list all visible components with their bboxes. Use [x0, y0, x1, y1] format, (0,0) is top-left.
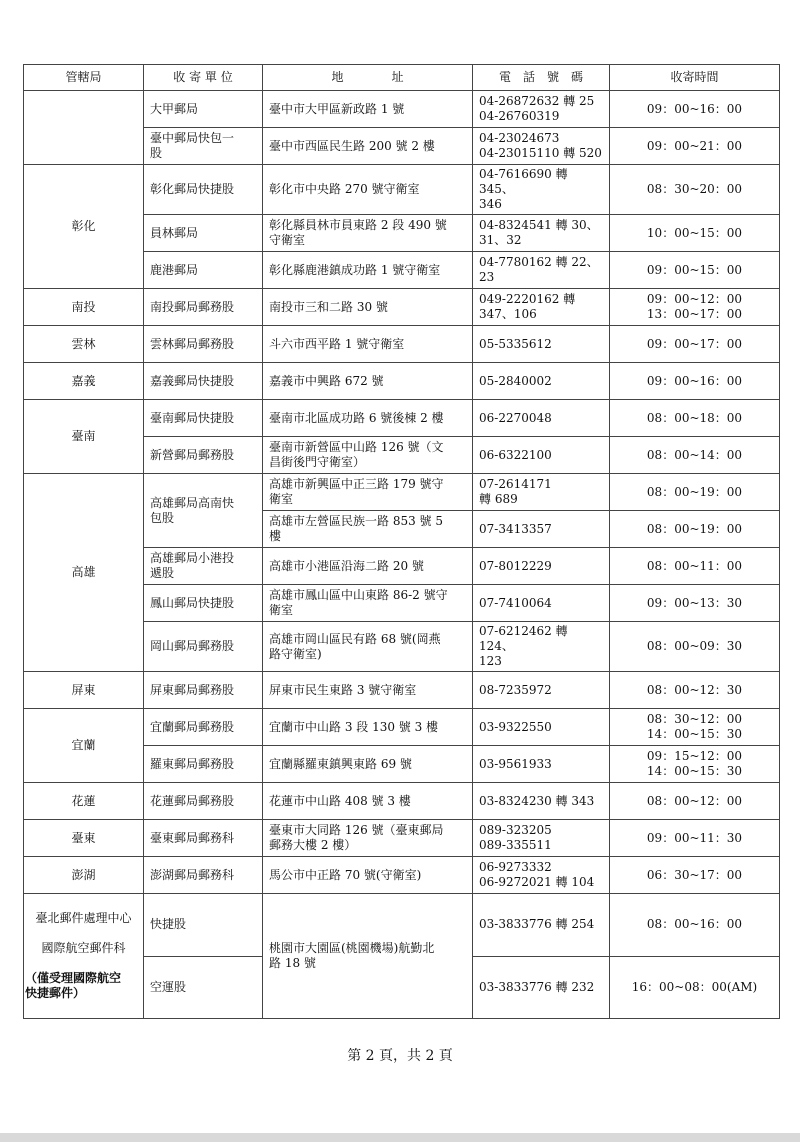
hours-cell: 06：30~17：00 — [610, 857, 780, 894]
table-row — [24, 363, 780, 400]
phone-cell: 06-2270048 — [473, 400, 610, 437]
unit-cell: 雲林郵局郵務股 — [144, 326, 263, 363]
phone-cell: 03-3833776 轉 232 — [473, 956, 610, 1019]
bureau-cell: 彰化 — [24, 165, 144, 289]
phone-cell: 04-23024673 04-23015110 轉 520 — [473, 128, 610, 165]
bureau-cell-taipei — [24, 894, 144, 1019]
hours-cell: 08：00~18：00 — [610, 400, 780, 437]
address-cell: 高雄市鳳山區中山東路 86-2 號守 衛室 — [263, 585, 473, 622]
bureau-cell: 澎湖 — [24, 857, 144, 894]
unit-cell: 臺中郵局快包一 股 — [144, 128, 263, 165]
unit-cell: 宜蘭郵局郵務股 — [144, 709, 263, 746]
hours-cell: 09：00~16：00 — [610, 91, 780, 128]
unit-cell: 鳳山郵局快捷股 — [144, 585, 263, 622]
phone-cell: 07-3413357 — [473, 511, 610, 548]
header-address: 地 址 — [263, 65, 473, 91]
address-cell: 臺南市新營區中山路 126 號（文 昌街後門守衛室） — [263, 437, 473, 474]
hours-cell: 09：00~11：30 — [610, 820, 780, 857]
hours-cell: 10：00~15：00 — [610, 215, 780, 252]
unit-cell: 嘉義郵局快捷股 — [144, 363, 263, 400]
bureau-name-line1: 臺北郵件處理中心 — [35, 911, 132, 925]
table-row — [24, 783, 780, 820]
address-cell: 彰化縣鹿港鎮成功路 1 號守衛室 — [263, 252, 473, 289]
hours-cell: 08：00~19：00 — [610, 511, 780, 548]
unit-cell: 澎湖郵局郵務科 — [144, 857, 263, 894]
hours-cell: 09：00~16：00 — [610, 363, 780, 400]
bureau-cell: 雲林 — [24, 326, 144, 363]
address-cell: 臺東市大同路 126 號（臺東郵局 郵務大樓 2 樓） — [263, 820, 473, 857]
phone-cell: 049-2220162 轉 347、106 — [473, 289, 610, 326]
table-row — [24, 91, 780, 128]
hours-cell: 09：00~13：30 — [610, 585, 780, 622]
bureau-cell: 嘉義 — [24, 363, 144, 400]
table-header-row — [24, 65, 780, 91]
unit-cell: 快捷股 — [144, 894, 263, 957]
unit-cell: 大甲郵局 — [144, 91, 263, 128]
address-cell: 高雄市新興區中正三路 179 號守 衛室 — [263, 474, 473, 511]
bureau-cell: 臺南 — [24, 400, 144, 474]
phone-cell: 06-9273332 06-9272021 轉 104 — [473, 857, 610, 894]
unit-cell: 高雄郵局高南快 包股 — [144, 474, 263, 548]
unit-cell: 南投郵局郵務股 — [144, 289, 263, 326]
phone-cell: 06-6322100 — [473, 437, 610, 474]
header-phone: 電 話 號 碼 — [473, 65, 610, 91]
hours-cell: 08：00~12：30 — [610, 672, 780, 709]
hours-cell: 08：00~11：00 — [610, 548, 780, 585]
mail-acceptance-table-wrapper — [23, 64, 779, 1019]
address-cell: 臺中市西區民生路 200 號 2 樓 — [263, 128, 473, 165]
address-cell: 屏東市民生東路 3 號守衛室 — [263, 672, 473, 709]
header-bureau: 管轄局 — [24, 65, 144, 91]
table-row — [24, 894, 780, 957]
hours-cell: 08：00~16：00 — [610, 894, 780, 957]
address-cell: 馬公市中正路 70 號(守衛室) — [263, 857, 473, 894]
bureau-cell: 南投 — [24, 289, 144, 326]
hours-cell: 09：00~15：00 — [610, 252, 780, 289]
hours-cell: 08：00~09：30 — [610, 622, 780, 672]
taipei-section — [24, 894, 780, 1019]
bureau-cell: 宜蘭 — [24, 709, 144, 783]
phone-cell: 05-2840002 — [473, 363, 610, 400]
unit-cell: 岡山郵局郵務股 — [144, 622, 263, 672]
table-row — [24, 857, 780, 894]
table-row — [24, 820, 780, 857]
phone-cell: 07-8012229 — [473, 548, 610, 585]
bottom-strip — [0, 1133, 800, 1142]
unit-cell: 屏東郵局郵務股 — [144, 672, 263, 709]
phone-cell: 07-6212462 轉 124、 123 — [473, 622, 610, 672]
unit-cell: 羅東郵局郵務股 — [144, 746, 263, 783]
unit-cell: 彰化郵局快捷股 — [144, 165, 263, 215]
hours-cell: 16：00~08：00(AM) — [610, 956, 780, 1019]
unit-cell: 員林郵局 — [144, 215, 263, 252]
address-cell: 桃園市大園區(桃園機場)航勤北 路 18 號 — [263, 894, 473, 1019]
bureau-cell: 臺東 — [24, 820, 144, 857]
bureau-cell — [24, 91, 144, 165]
phone-cell: 04-8324541 轉 30、 31、32 — [473, 215, 610, 252]
address-cell: 宜蘭縣羅東鎮興東路 69 號 — [263, 746, 473, 783]
hours-cell: 08：30~12：00 14：00~15：30 — [610, 709, 780, 746]
header-unit: 收 寄 單 位 — [144, 65, 263, 91]
address-cell: 彰化縣員林市員東路 2 段 490 號 守衛室 — [263, 215, 473, 252]
phone-cell: 03-9322550 — [473, 709, 610, 746]
bureau-name-line2: 國際航空郵件科 — [41, 941, 126, 955]
address-cell: 斗六市西平路 1 號守衛室 — [263, 326, 473, 363]
address-cell: 嘉義市中興路 672 號 — [263, 363, 473, 400]
hours-cell: 08：00~19：00 — [610, 474, 780, 511]
table-row — [24, 672, 780, 709]
phone-cell: 04-7780162 轉 22、23 — [473, 252, 610, 289]
hours-cell: 08：30~20：00 — [610, 165, 780, 215]
phone-cell: 07-7410064 — [473, 585, 610, 622]
address-cell: 高雄市岡山區民有路 68 號(岡燕 路守衛室) — [263, 622, 473, 672]
unit-cell: 臺南郵局快捷股 — [144, 400, 263, 437]
phone-cell: 07-2614171 轉 689 — [473, 474, 610, 511]
table-row — [24, 289, 780, 326]
hours-cell: 09：00~21：00 — [610, 128, 780, 165]
address-cell: 花蓮市中山路 408 號 3 樓 — [263, 783, 473, 820]
unit-cell: 空運股 — [144, 956, 263, 1019]
unit-cell: 臺東郵局郵務科 — [144, 820, 263, 857]
hours-cell: 09：15~12：00 14：00~15：30 — [610, 746, 780, 783]
phone-cell: 03-3833776 轉 254 — [473, 894, 610, 957]
page-number-footer: 第 2 頁，共 2 頁 — [347, 1048, 453, 1064]
phone-cell: 05-5335612 — [473, 326, 610, 363]
phone-cell: 08-7235972 — [473, 672, 610, 709]
unit-cell: 高雄郵局小港投 遞股 — [144, 548, 263, 585]
table-row — [24, 709, 780, 746]
address-cell: 南投市三和二路 30 號 — [263, 289, 473, 326]
unit-cell: 鹿港郵局 — [144, 252, 263, 289]
header-hours: 收寄時間 — [610, 65, 780, 91]
bureau-cell: 花蓮 — [24, 783, 144, 820]
mail-acceptance-table — [23, 64, 780, 1019]
unit-cell: 花蓮郵局郵務股 — [144, 783, 263, 820]
address-cell: 彰化市中央路 270 號守衛室 — [263, 165, 473, 215]
phone-cell: 03-8324230 轉 343 — [473, 783, 610, 820]
table-row — [24, 165, 780, 215]
phone-cell: 089-323205 089-335511 — [473, 820, 610, 857]
bureau-note: （僅受理國際航空 快捷郵件） — [25, 971, 122, 1000]
phone-cell: 04-7616690 轉 345、 346 — [473, 165, 610, 215]
table-row — [24, 326, 780, 363]
table-row — [24, 400, 780, 437]
address-cell: 宜蘭市中山路 3 段 130 號 3 樓 — [263, 709, 473, 746]
table-row — [24, 474, 780, 511]
address-cell: 高雄市小港區沿海二路 20 號 — [263, 548, 473, 585]
phone-cell: 04-26872632 轉 25 04-26760319 — [473, 91, 610, 128]
phone-cell: 03-9561933 — [473, 746, 610, 783]
hours-cell: 08：00~14：00 — [610, 437, 780, 474]
hours-cell: 08：00~12：00 — [610, 783, 780, 820]
table-body — [24, 91, 780, 894]
hours-cell: 09：00~17：00 — [610, 326, 780, 363]
address-cell: 臺南市北區成功路 6 號後棟 2 樓 — [263, 400, 473, 437]
hours-cell: 09：00~12：00 13：00~17：00 — [610, 289, 780, 326]
address-cell: 臺中市大甲區新政路 1 號 — [263, 91, 473, 128]
bureau-cell: 屏東 — [24, 672, 144, 709]
address-cell: 高雄市左營區民族一路 853 號 5 樓 — [263, 511, 473, 548]
bureau-cell: 高雄 — [24, 474, 144, 672]
unit-cell: 新營郵局郵務股 — [144, 437, 263, 474]
